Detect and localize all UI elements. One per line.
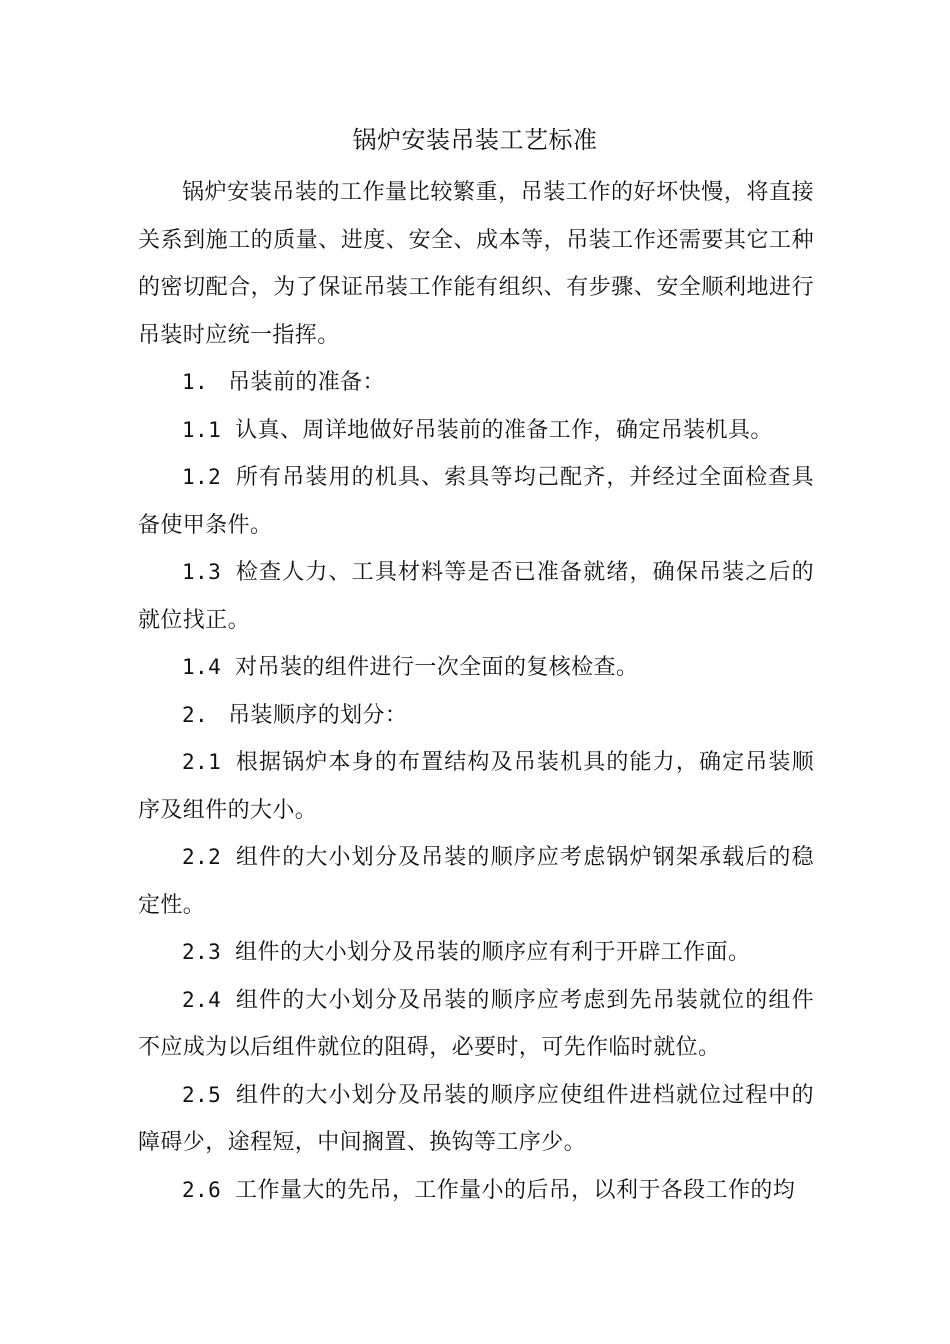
section-1-2: [138, 454, 814, 549]
section-text: 对吊装的组件进行一次全面的复核检查。: [235, 655, 639, 680]
section-text: 吊装顺序的划分：: [228, 702, 408, 728]
section-text: 根据锅炉本身的布置结构及吊装机具的能力，确定吊装顺序及组件的大小。: [138, 750, 814, 823]
section-number: 2.4: [182, 987, 222, 1012]
section-text: 认真、周详地做好吊装前的准备工作，确定吊装机具。: [235, 417, 773, 443]
section-2-3: [138, 929, 814, 977]
section-2-6: [138, 1167, 814, 1215]
document-body: [138, 169, 814, 1214]
section-text: 吊装前的准备：: [228, 370, 385, 395]
section-number: 1.: [182, 370, 209, 394]
section-number: 1.1: [182, 417, 222, 442]
section-1-4: [138, 644, 814, 692]
section-number: 2.6: [182, 1177, 222, 1202]
section-number: 2.1: [182, 750, 222, 774]
section-2-4: [138, 977, 814, 1072]
section-number: 2.: [182, 702, 209, 727]
section-text: 所有吊装用的机具、索具等均己配齐，并经过全面检查具备使甲条件。: [138, 465, 814, 538]
section-2-5: [138, 1072, 814, 1167]
section-number: 1.2: [182, 465, 222, 489]
section-1-3: [138, 549, 814, 644]
intro-paragraph: 锅炉安装吊装的工作量比较繁重，吊装工作的好坏快慢，将直接关系到施工的质量、进度、安全、成本等，吊装工作还需要其它工种的密切配合，为了保证吊装工作能有组织、有步骤、安全顺利地进行吊装时应统一指挥。: [138, 180, 814, 348]
section-2-heading: [138, 692, 814, 740]
section-number: 2.5: [182, 1082, 222, 1107]
section-number: 2.2: [182, 845, 222, 869]
section-2-2: [138, 834, 814, 929]
section-1-1: [138, 407, 814, 455]
section-text: 组件的大小划分及吊装的顺序应使组件进档就位过程中的障碍少，途程短，中间搁置、换钩等工序少。: [138, 1082, 814, 1155]
section-text: 检查人力、工具材料等是否已准备就绪，确保吊装之后的就位找正。: [138, 560, 814, 633]
document-title: 锅炉安装吊装工艺标准: [352, 126, 598, 154]
section-text: 组件的大小划分及吊装的顺序应考虑锅炉钢架承载后的稳定性。: [138, 845, 814, 918]
section-number: 2.3: [182, 940, 222, 964]
section-text: 组件的大小划分及吊装的顺序应有利于开辟工作面。: [235, 940, 751, 965]
section-number: 1.4: [182, 655, 222, 679]
section-text: 组件的大小划分及吊装的顺序应考虑到先吊装就位的组件不应成为以后组件就位的阻碍，必要时，可先作临时就位。: [138, 987, 814, 1060]
section-text: 工作量大的先吊，工作量小的后吊，以利于各段工作的均: [235, 1177, 796, 1203]
section-number: 1.3: [182, 560, 222, 584]
section-1-heading: [138, 359, 814, 407]
section-2-1: [138, 739, 814, 834]
